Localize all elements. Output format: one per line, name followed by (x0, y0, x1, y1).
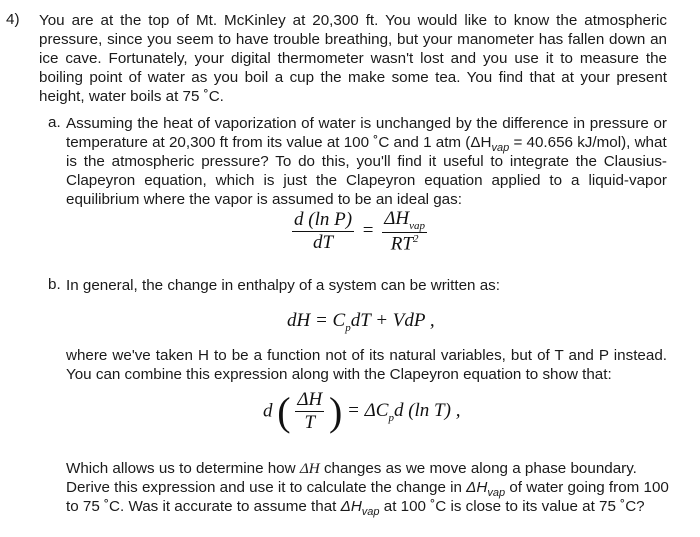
enthalpy-equation (287, 310, 435, 334)
part-b-line (66, 459, 667, 478)
text: changes as we move along a phase boundary. (319, 460, 637, 477)
text: at 100 ˚C is close to its value at 75 ˚C? (379, 498, 645, 515)
differential-d: d (263, 400, 273, 422)
intro-line: ice cave. Fortunately, your digital thermometer wasn't lost and you use it to measure the (39, 50, 667, 67)
delta-h-symbol: ΔH (299, 460, 320, 477)
rhs-denominator (382, 233, 427, 255)
intro-line: height, water boils at 75 ˚C. (39, 88, 224, 105)
part-b-line: In general, the change in enthalpy of a system can be written as: (66, 277, 500, 294)
rhs-fraction (382, 208, 427, 255)
problem-number: 4) (6, 11, 20, 28)
part-b-line: You can combine this expression along with the Clapeyron equation to show that: (66, 366, 612, 383)
clausius-clapeyron-equation (292, 208, 427, 255)
p-subscript: p (345, 321, 351, 334)
vap-subscript: vap (491, 142, 510, 155)
fraction-denominator: T (304, 412, 316, 433)
part-b-line: where we've taken H to be a function not of its natural variables, but of T and P instead. (66, 347, 667, 364)
intro-line: pressure, since you seem to have trouble breathing, but your manometer has fallen down an (39, 31, 667, 48)
vap-subscript: vap (487, 487, 506, 500)
p-subscript: p (388, 411, 394, 424)
part-a-line-tail: = 40.656 kJ/mol), what (509, 134, 667, 151)
vap-subscript: vap (409, 219, 426, 232)
lhs-numerator: d (ln P) (294, 209, 353, 231)
part-b-label: b. (48, 276, 61, 293)
text: Which allows us to determine how (66, 460, 300, 477)
lhs-denominator: dT (312, 232, 334, 254)
part-a-line: equilibrium where the vapor is assumed to be an ideal gas: (66, 191, 462, 208)
text: to 75 ˚C. Was it accurate to assume that (66, 498, 341, 515)
text: Derive this expression and use it to calculate the change in (66, 479, 467, 496)
delta-h: ΔH (384, 208, 410, 229)
lhs-fraction (292, 209, 354, 254)
delta-h-symbol: ΔH (340, 498, 362, 515)
intro-line: You are at the top of Mt. McKinley at 20,300 ft. You would like to know the atmospheric (39, 12, 667, 29)
part-a-line-text: temperature at 20,300 ft from its value at 100 ˚C and 1 atm (ΔH (66, 134, 492, 151)
enthalpy-eq-lhs: dH = C (287, 310, 346, 331)
part-a-label: a. (48, 114, 61, 131)
text: of water going from 100 (505, 479, 669, 496)
enthalpy-eq-tail: dT + VdP , (350, 310, 435, 331)
squared: 2 (412, 232, 419, 245)
part-a-line: is the atmospheric pressure? To do this, you'll find it useful to integrate the Clausius- (66, 153, 667, 170)
delta-h-symbol: ΔH (466, 479, 488, 496)
rt: RT (390, 233, 413, 255)
gibbs-helmholtz-like-equation (263, 388, 460, 435)
part-b-line (66, 497, 645, 522)
rhs-delta-c: = ΔC (347, 399, 389, 421)
dh-over-t-fraction (295, 389, 324, 434)
right-paren: ) (328, 389, 343, 434)
part-a-line: Assuming the heat of vaporization of water is unchanged by the difference in pressure or (66, 115, 667, 132)
part-a-line: Clapeyron equation, which is just the Clapeyron equation applied to a liquid-vapor (66, 172, 667, 189)
intro-line: boiling point of water as you boil a cup the make some tea. You find that at your present (39, 69, 667, 86)
rhs-numerator (382, 208, 427, 233)
equation-rhs (347, 399, 461, 424)
rhs-tail: d (ln T) , (393, 399, 461, 421)
vap-subscript: vap (361, 506, 380, 519)
equals-sign: = (362, 219, 374, 241)
left-paren: ( (277, 389, 291, 434)
fraction-numerator: ΔH (297, 389, 323, 410)
